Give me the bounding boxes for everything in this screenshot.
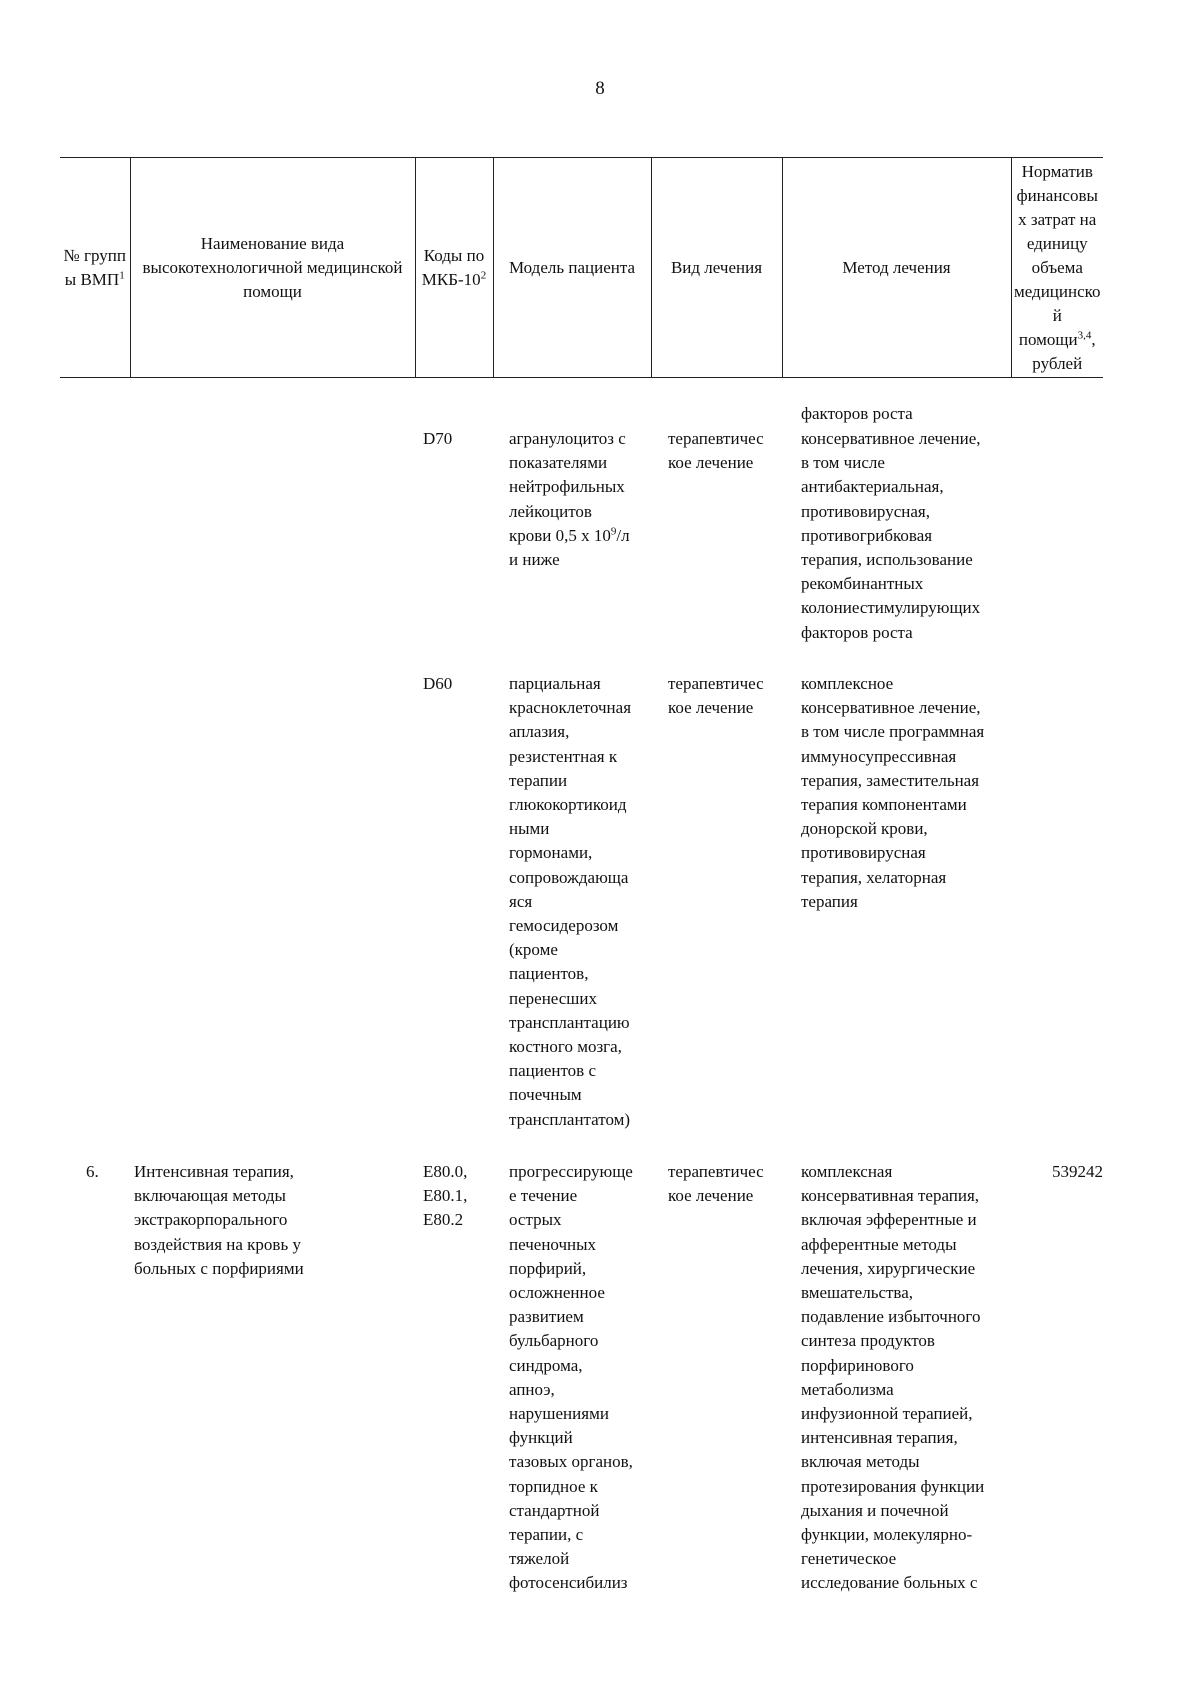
row-3-code: E80.0, E80.1, E80.2: [423, 1162, 468, 1230]
header-icd-codes: Коды по МКБ-$10^2$: [415, 158, 493, 378]
header-treatment-type: Вид лечения: [651, 158, 782, 378]
header-care-type-name: Наименование вида высокотехнологичной медицинской помощи: [130, 158, 415, 378]
row-3-model: прогрессирующе е течение острых печеночных порфирий, осложненное развитием бульбарного синдрома, апноэ, нарушениями функций тазовых органов, торпидное к стандартной терапии, с тяжелой фотосенсибилиз: [509, 1162, 633, 1593]
header-cost-norm: Норматив финансовы х затрат на единицу объема медицинско й помощи$^{3,4}$, рублей: [1011, 158, 1103, 378]
row-1-model: агранулоцитоз с показателями нейтрофильных лейкоцитов крови 0,5 x $10^9/л$ и ниже: [509, 429, 630, 570]
header-treatment-method: Метод лечения: [782, 158, 1011, 378]
row-0-method: факторов роста: [801, 404, 913, 423]
header-group-number: № групп ы ВМП$^1$: [60, 158, 130, 378]
row-1-method: консервативное лечение, в том числе антибактериальная, противовирусная, противогрибковая терапия, использование рекомбинантных колониестимулирующих факторов роста: [801, 429, 981, 642]
row-3-method: комплексная консервативная терапия, включая эфферентные и афферентные методы лечения, хирургические вмешательства, подавление избыточного синтеза продуктов порфиринового метаболизма инфузионной терапией, интенсивная терапия, включая методы протезирования функции дыхания и почечной функции, молекулярно- генетическое исследование больных с: [801, 1162, 985, 1593]
row-3-name: Интенсивная терапия, включающая методы экстракорпорального воздействия на кровь у больных с порфириями: [134, 1162, 304, 1278]
row-2-type: терапевтичес кое лечение: [668, 674, 764, 718]
row-3-type: терапевтичес кое лечение: [668, 1162, 764, 1206]
row-2-method: комплексное консервативное лечение, в том числе программная иммуносупрессивная терапия, заместительная терапия компонентами донорской крови, противовирусная терапия, хелаторная терапия: [801, 674, 985, 911]
header-patient-model: Модель пациента: [493, 158, 651, 378]
row-3-norm: 539242: [1052, 1162, 1103, 1181]
table-header: [60, 157, 1103, 378]
row-3-group: 6.: [86, 1162, 99, 1181]
row-2-code: D60: [423, 674, 453, 693]
row-1-type: терапевтичес кое лечение: [668, 429, 764, 473]
page-number: 8: [595, 78, 605, 99]
row-2-model: парциальная красноклеточная аплазия, резистентная к терапии глюкокортикоид ными гормонами, сопровождающа яся гемосидерозом (кроме пациентов, перенесших трансплантацию костного мозга, пациентов с почечным трансплантатом): [509, 674, 632, 1129]
row-1-code: D70: [423, 429, 453, 448]
